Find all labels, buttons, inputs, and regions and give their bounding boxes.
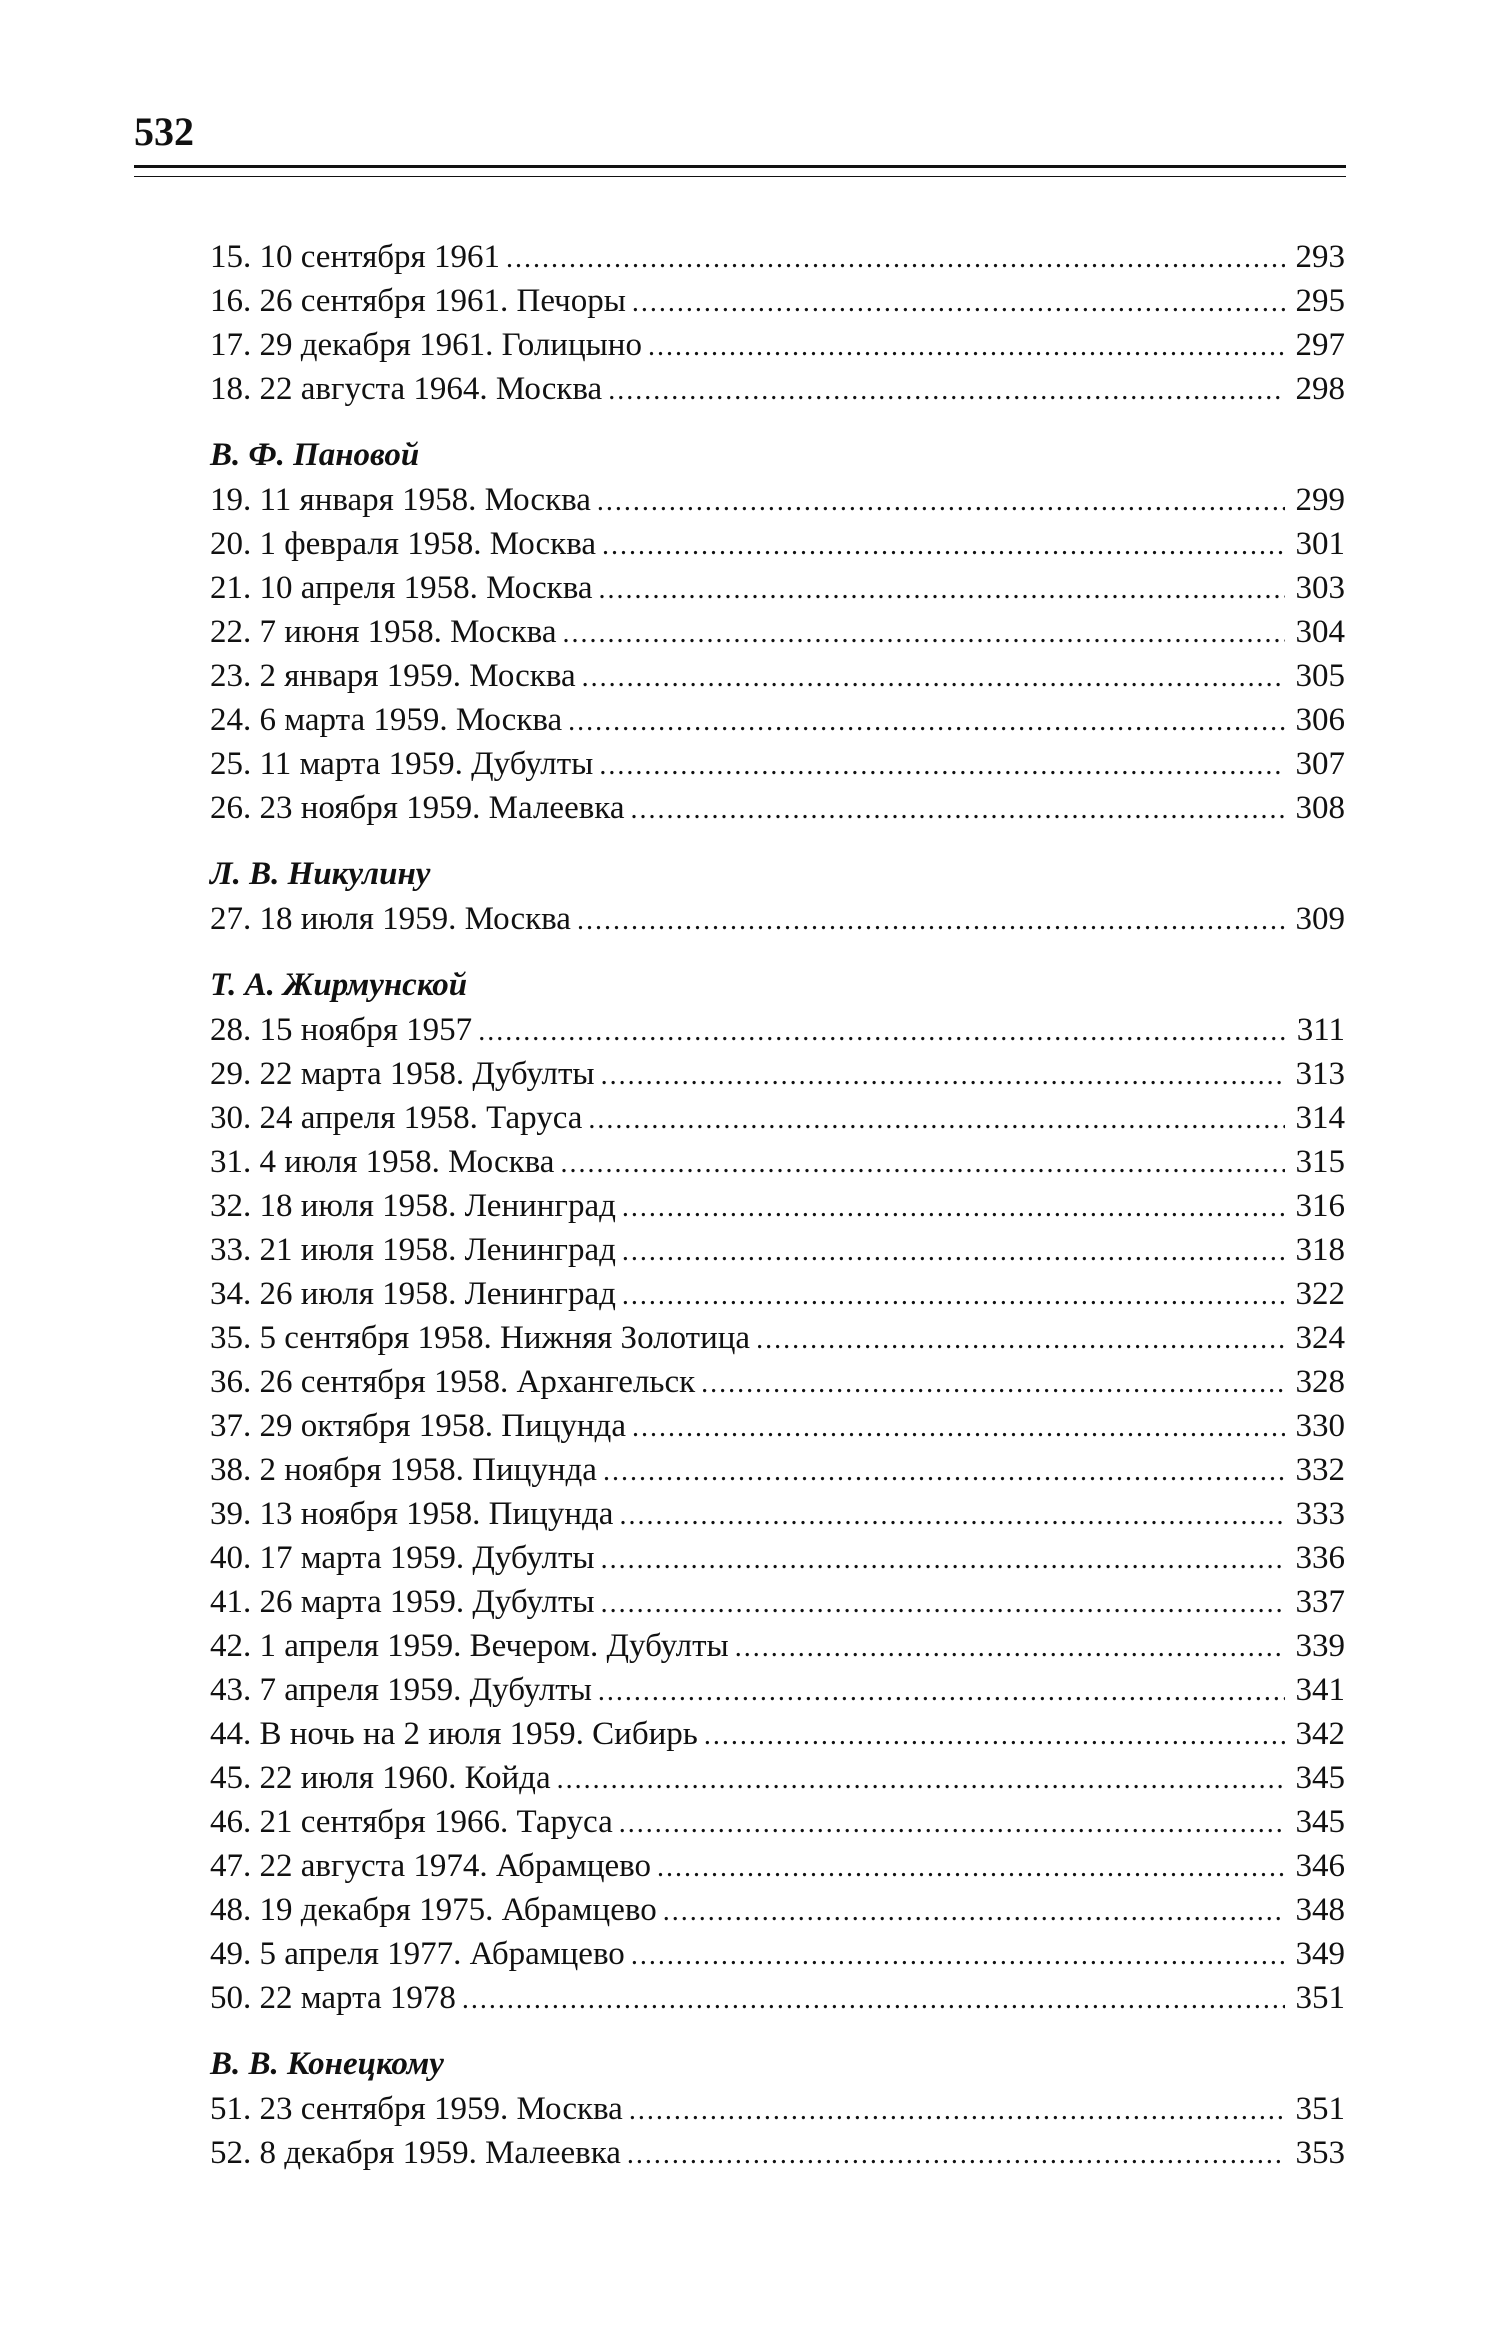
entry-label: 34. 26 июля 1958. Ленинград [210, 1276, 616, 1312]
dot-leader [629, 2089, 1285, 2133]
entry-page-number: 351 [1295, 2091, 1345, 2127]
dot-leader [657, 1846, 1285, 1890]
toc-entry [210, 2131, 1345, 2175]
toc-entry [210, 323, 1345, 367]
toc-entry [210, 1580, 1345, 1624]
entry-page-number: 304 [1295, 614, 1345, 650]
toc-section [210, 852, 1345, 941]
entry-label: 27. 18 июля 1959. Москва [210, 901, 571, 937]
toc-entry [210, 1228, 1345, 1272]
dot-leader [478, 1010, 1285, 1054]
entry-page-number: 293 [1295, 239, 1345, 275]
dot-leader [598, 568, 1285, 612]
dot-leader [601, 1538, 1285, 1582]
table-of-contents [210, 235, 1345, 2197]
entry-label: 22. 7 июня 1958. Москва [210, 614, 557, 650]
entry-page-number: 307 [1295, 746, 1345, 782]
entry-label: 49. 5 апреля 1977. Абрамцево [210, 1936, 625, 1972]
dot-leader [622, 1186, 1285, 1230]
dot-leader [603, 1450, 1285, 1494]
dot-leader [630, 788, 1285, 832]
entry-label: 31. 4 июля 1958. Москва [210, 1144, 555, 1180]
entry-page-number: 339 [1295, 1628, 1345, 1664]
toc-entry [210, 786, 1345, 830]
dot-leader [568, 700, 1285, 744]
entry-label: 30. 24 апреля 1958. Таруса [210, 1100, 583, 1136]
dot-leader [632, 281, 1285, 325]
toc-entry [210, 897, 1345, 941]
dot-leader [598, 1670, 1285, 1714]
dot-leader [560, 1142, 1285, 1186]
dot-leader [648, 325, 1285, 369]
toc-entry [210, 1448, 1345, 1492]
toc-entry [210, 566, 1345, 610]
section-heading: Т. А. Жирмунской [210, 967, 468, 1003]
toc-entry [210, 1888, 1345, 1932]
toc-entry [210, 1052, 1345, 1096]
entry-page-number: 313 [1295, 1056, 1345, 1092]
entry-label: 17. 29 декабря 1961. Голицыно [210, 327, 642, 363]
toc-entry [210, 1624, 1345, 1668]
dot-leader [577, 899, 1285, 943]
entry-page-number: 322 [1295, 1276, 1345, 1312]
toc-entry [210, 610, 1345, 654]
entry-page-number: 345 [1295, 1760, 1345, 1796]
entry-page-number: 349 [1295, 1936, 1345, 1972]
toc-section [210, 433, 1345, 830]
toc-section [210, 963, 1345, 2020]
dot-leader [704, 1714, 1285, 1758]
entry-page-number: 330 [1295, 1408, 1345, 1444]
entry-label: 44. В ночь на 2 июля 1959. Сибирь [210, 1716, 698, 1752]
toc-section [210, 235, 1345, 411]
dot-leader [701, 1362, 1285, 1406]
toc-entry [210, 1140, 1345, 1184]
entry-page-number: 324 [1295, 1320, 1345, 1356]
entry-label: 16. 26 сентября 1961. Печоры [210, 283, 626, 319]
entry-label: 28. 15 ноября 1957 [210, 1012, 473, 1048]
dot-leader [599, 744, 1285, 788]
entry-page-number: 298 [1295, 371, 1345, 407]
dot-leader [619, 1802, 1285, 1846]
toc-entry [210, 1844, 1345, 1888]
toc-entry [210, 235, 1345, 279]
entry-page-number: 348 [1295, 1892, 1345, 1928]
toc-entry [210, 1360, 1345, 1404]
entry-page-number: 337 [1295, 1584, 1345, 1620]
toc-entry [210, 1756, 1345, 1800]
dot-leader [557, 1758, 1285, 1802]
entry-label: 32. 18 июля 1958. Ленинград [210, 1188, 616, 1224]
toc-entry [210, 1800, 1345, 1844]
toc-entry [210, 654, 1345, 698]
entry-label: 40. 17 марта 1959. Дубулты [210, 1540, 595, 1576]
entry-page-number: 332 [1295, 1452, 1345, 1488]
entry-page-number: 316 [1295, 1188, 1345, 1224]
entry-page-number: 305 [1295, 658, 1345, 694]
dot-leader [622, 1274, 1285, 1318]
entry-label: 24. 6 марта 1959. Москва [210, 702, 563, 738]
entry-label: 45. 22 июля 1960. Койда [210, 1760, 551, 1796]
header-rule-thick [134, 165, 1346, 168]
entry-page-number: 314 [1295, 1100, 1345, 1136]
page-number: 532 [134, 109, 194, 154]
entry-label: 29. 22 марта 1958. Дубулты [210, 1056, 595, 1092]
dot-leader [663, 1890, 1285, 1934]
entry-page-number: 333 [1295, 1496, 1345, 1532]
toc-entry [210, 1316, 1345, 1360]
section-heading: Л. В. Никулину [210, 856, 431, 892]
entry-label: 51. 23 сентября 1959. Москва [210, 2091, 623, 2127]
entry-page-number: 353 [1295, 2135, 1345, 2171]
entry-page-number: 318 [1295, 1232, 1345, 1268]
dot-leader [622, 1230, 1285, 1274]
toc-entry [210, 1096, 1345, 1140]
toc-entry [210, 2087, 1345, 2131]
entry-label: 33. 21 июля 1958. Ленинград [210, 1232, 616, 1268]
toc-entry [210, 478, 1345, 522]
toc-entry [210, 1932, 1345, 1976]
entry-label: 50. 22 марта 1978 [210, 1980, 456, 2016]
entry-label: 36. 26 сентября 1958. Архангельск [210, 1364, 696, 1400]
entry-label: 46. 21 сентября 1966. Таруса [210, 1804, 613, 1840]
entry-page-number: 351 [1295, 1980, 1345, 2016]
dot-leader [632, 1406, 1285, 1450]
entry-label: 15. 10 сентября 1961 [210, 239, 500, 275]
entry-label: 42. 1 апреля 1959. Вечером. Дубулты [210, 1628, 729, 1664]
section-heading: В. Ф. Пановой [210, 437, 420, 473]
entry-page-number: 345 [1295, 1804, 1345, 1840]
toc-entry [210, 1712, 1345, 1756]
dot-leader [462, 1978, 1285, 2022]
entry-page-number: 297 [1295, 327, 1345, 363]
toc-entry [210, 698, 1345, 742]
toc-entry [210, 1536, 1345, 1580]
entry-label: 25. 11 марта 1959. Дубулты [210, 746, 594, 782]
entry-label: 38. 2 ноября 1958. Пицунда [210, 1452, 597, 1488]
entry-label: 48. 19 декабря 1975. Абрамцево [210, 1892, 657, 1928]
entry-page-number: 328 [1295, 1364, 1345, 1400]
toc-entry [210, 1668, 1345, 1712]
dot-leader [735, 1626, 1285, 1670]
entry-page-number: 346 [1295, 1848, 1345, 1884]
dot-leader [562, 612, 1285, 656]
toc-entry [210, 367, 1345, 411]
entry-page-number: 336 [1295, 1540, 1345, 1576]
entry-page-number: 341 [1295, 1672, 1345, 1708]
entry-label: 18. 22 августа 1964. Москва [210, 371, 603, 407]
entry-label: 39. 13 ноября 1958. Пицунда [210, 1496, 614, 1532]
entry-label: 43. 7 апреля 1959. Дубулты [210, 1672, 592, 1708]
section-heading: В. В. Конецкому [210, 2046, 444, 2082]
entry-label: 52. 8 декабря 1959. Малеевка [210, 2135, 621, 2171]
toc-entry [210, 279, 1345, 323]
entry-page-number: 315 [1295, 1144, 1345, 1180]
dot-leader [756, 1318, 1285, 1362]
dot-leader [619, 1494, 1285, 1538]
entry-label: 41. 26 марта 1959. Дубулты [210, 1584, 595, 1620]
toc-entry [210, 1404, 1345, 1448]
entry-page-number: 309 [1295, 901, 1345, 937]
toc-entry [210, 1184, 1345, 1228]
toc-entry [210, 522, 1345, 566]
entry-label: 19. 11 января 1958. Москва [210, 482, 591, 518]
dot-leader [601, 1054, 1285, 1098]
entry-page-number: 306 [1295, 702, 1345, 738]
toc-entry [210, 1272, 1345, 1316]
entry-label: 21. 10 апреля 1958. Москва [210, 570, 593, 606]
dot-leader [506, 237, 1285, 281]
dot-leader [601, 1582, 1285, 1626]
dot-leader [597, 480, 1285, 524]
dot-leader [588, 1098, 1285, 1142]
entry-label: 26. 23 ноября 1959. Малеевка [210, 790, 625, 826]
entry-label: 37. 29 октября 1958. Пицунда [210, 1408, 626, 1444]
dot-leader [631, 1934, 1285, 1978]
toc-entry [210, 1008, 1345, 1052]
entry-page-number: 311 [1296, 1012, 1345, 1048]
entry-page-number: 295 [1295, 283, 1345, 319]
dot-leader [602, 524, 1285, 568]
toc-section [210, 2042, 1345, 2175]
toc-entry [210, 1492, 1345, 1536]
header-rule-thin [134, 176, 1346, 177]
dot-leader [627, 2133, 1285, 2177]
entry-page-number: 342 [1295, 1716, 1345, 1752]
entry-label: 35. 5 сентября 1958. Нижняя Золотица [210, 1320, 751, 1356]
toc-entry [210, 742, 1345, 786]
toc-entry [210, 1976, 1345, 2020]
entry-page-number: 301 [1295, 526, 1345, 562]
entry-page-number: 308 [1295, 790, 1345, 826]
entry-label: 23. 2 января 1959. Москва [210, 658, 576, 694]
entry-page-number: 299 [1295, 482, 1345, 518]
entry-label: 47. 22 августа 1974. Абрамцево [210, 1848, 652, 1884]
entry-label: 20. 1 февраля 1958. Москва [210, 526, 597, 562]
dot-leader [608, 369, 1285, 413]
dot-leader [582, 656, 1285, 700]
entry-page-number: 303 [1295, 570, 1345, 606]
